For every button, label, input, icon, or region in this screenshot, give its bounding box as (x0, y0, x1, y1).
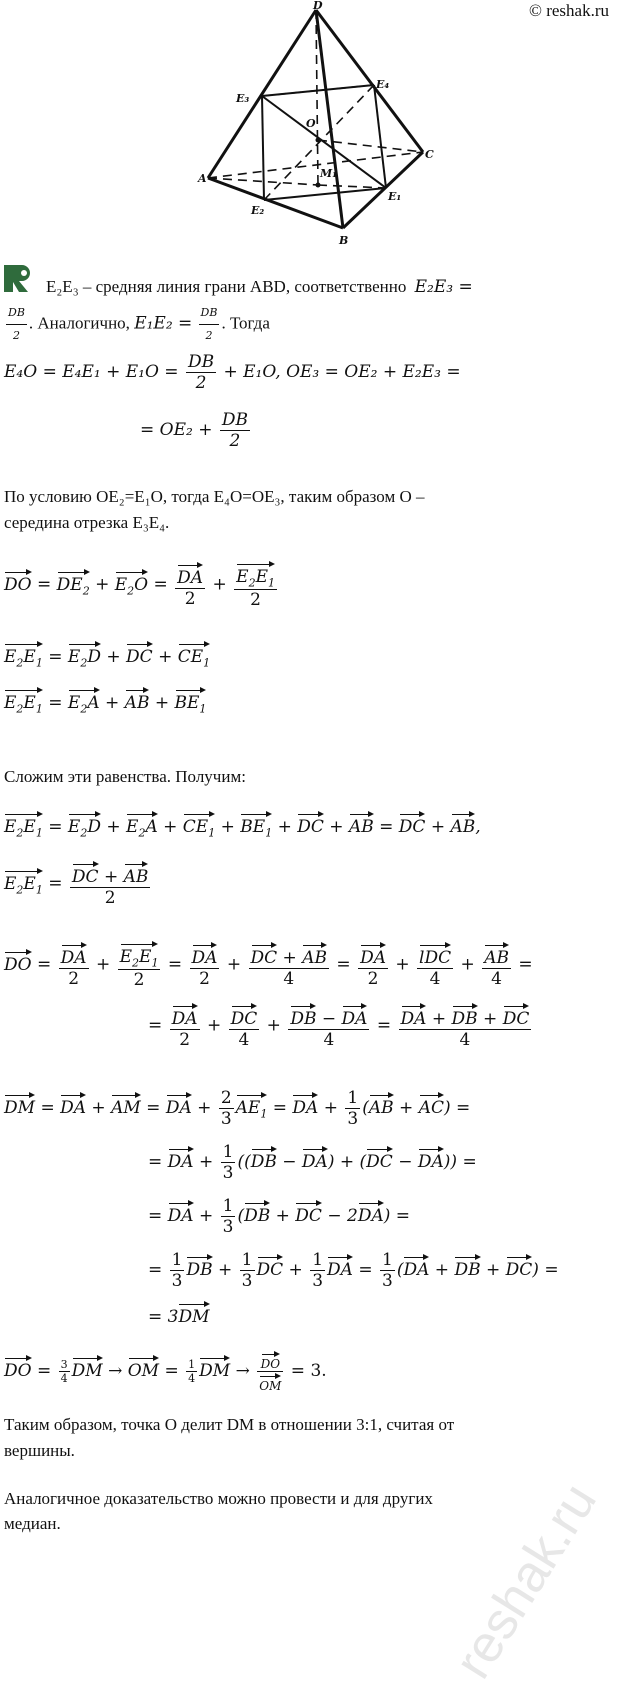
watermark: reshak.ru (444, 1473, 609, 1689)
label-b: B (339, 234, 349, 247)
label-c: C (425, 148, 434, 161)
intro-line-1: E₂E₃ – средняя линия грани ABD, соответственно E₂E₃ = (46, 277, 473, 297)
equation-e2e1-a: $E_2E_1 = E_2D$ + DC + $CE_1$ (4, 640, 210, 669)
equation-e2e1-b: $E_2E_1 = E_2A$ + AB + $BE_1$ (4, 686, 206, 715)
equation-do: DO = $DE_2 + E_2O$ = $\frac{DA}{2}$ + $\frac{E_2E_1}{2}$ (4, 560, 279, 610)
label-e3-top: E₃ (236, 92, 250, 105)
final-line-3: Аналогичное доказательство можно провести и для других (4, 1489, 433, 1508)
equation-e4o: E₄O = E₄E₁ + E₁O = $\frac{DB}{2}$ + E₁O, OE₃ = OE₂ + E₂E₃ = (4, 352, 461, 393)
equation-ratio: DO = $\frac{3}{4}$ DM → OM = $\frac{1}{4}$ DM → $\frac{DO}{OM}$ = 3. (4, 1350, 327, 1393)
label-m1: M₁ (320, 167, 337, 180)
equation-dm-2: = DA + $\frac{1}{3}$ ((DB − DA) + (DC − DA)) = (148, 1142, 477, 1183)
label-e4: E₄ (376, 78, 390, 91)
final-line-2: вершины. (4, 1441, 75, 1460)
condition-line-1: По условию OE₂=E₁O, тогда E₄O=OE₃, таким образом O – (4, 487, 425, 506)
equation-dm-4: = $\frac{1}{3}$ DB + $\frac{1}{3}$ DC + $\frac{1}{3}$ DA = $\frac{1}{3}$ (DA + DB + DC) = (148, 1250, 559, 1291)
equation-do-expanded-2: = $\frac{DA}{2}$ + $\frac{DC}{4}$ + $\frac{DB - DA}{4}$ = $\frac{DA + DB + DC}{4}$ (148, 1002, 533, 1050)
equation-dm-5: = 3DM (148, 1300, 210, 1327)
equation-do-expanded-1: DO = $\frac{DA}{2}$ + $\frac{E_2E_1}{2}$ = $\frac{DA}{2}$ + $\frac{DC + AB}{4}$ = $\frac{DA}{2}$ + $\frac{\text{lDC}}{4}$ + $\frac{AB}{4}$ = (4, 940, 533, 990)
label-e1: E₁ (388, 190, 402, 203)
equation-e2e1-half: $E_2E_1$ = $\frac{DC + AB}{2}$ (4, 860, 152, 908)
reshak-logo (2, 262, 34, 294)
intro-line-2: $\frac{DB}{2}$ . Аналогично, E₁E₂ = $\frac{DB}{2}$ . Тогда (4, 302, 270, 347)
label-d: D (313, 0, 323, 12)
equation-dm-3: = DA + $\frac{1}{3}$ (DB + DC − 2DA) = (148, 1196, 411, 1237)
label-e2: E₂ (251, 204, 265, 217)
tetrahedron-figure (196, 0, 446, 250)
equation-sum: $E_2E_1 = E_2D + E_2A + CE_1 + BE_1$ + DC + AB = DC + AB, (4, 810, 481, 839)
equation-dm-1: DM = DA + AM = DA + $\frac{2}{3}$ $AE_1$ = DA + $\frac{1}{3}$ (AB + AC) = (4, 1088, 471, 1129)
final-line-4: медиан. (4, 1514, 61, 1533)
label-a: A (198, 172, 207, 185)
label-o: O (306, 117, 316, 130)
equation-oe2: = OE₂ + $\frac{DB}{2}$ (140, 410, 248, 451)
condition-line-2: середина отрезка E₃E₄. (4, 513, 170, 532)
final-line-1: Таким образом, точка O делит DM в отношении 3:1, считая от (4, 1415, 455, 1434)
copyright-label: © reshak.ru (529, 1, 609, 20)
sum-intro: Сложим эти равенства. Получим: (4, 767, 246, 786)
